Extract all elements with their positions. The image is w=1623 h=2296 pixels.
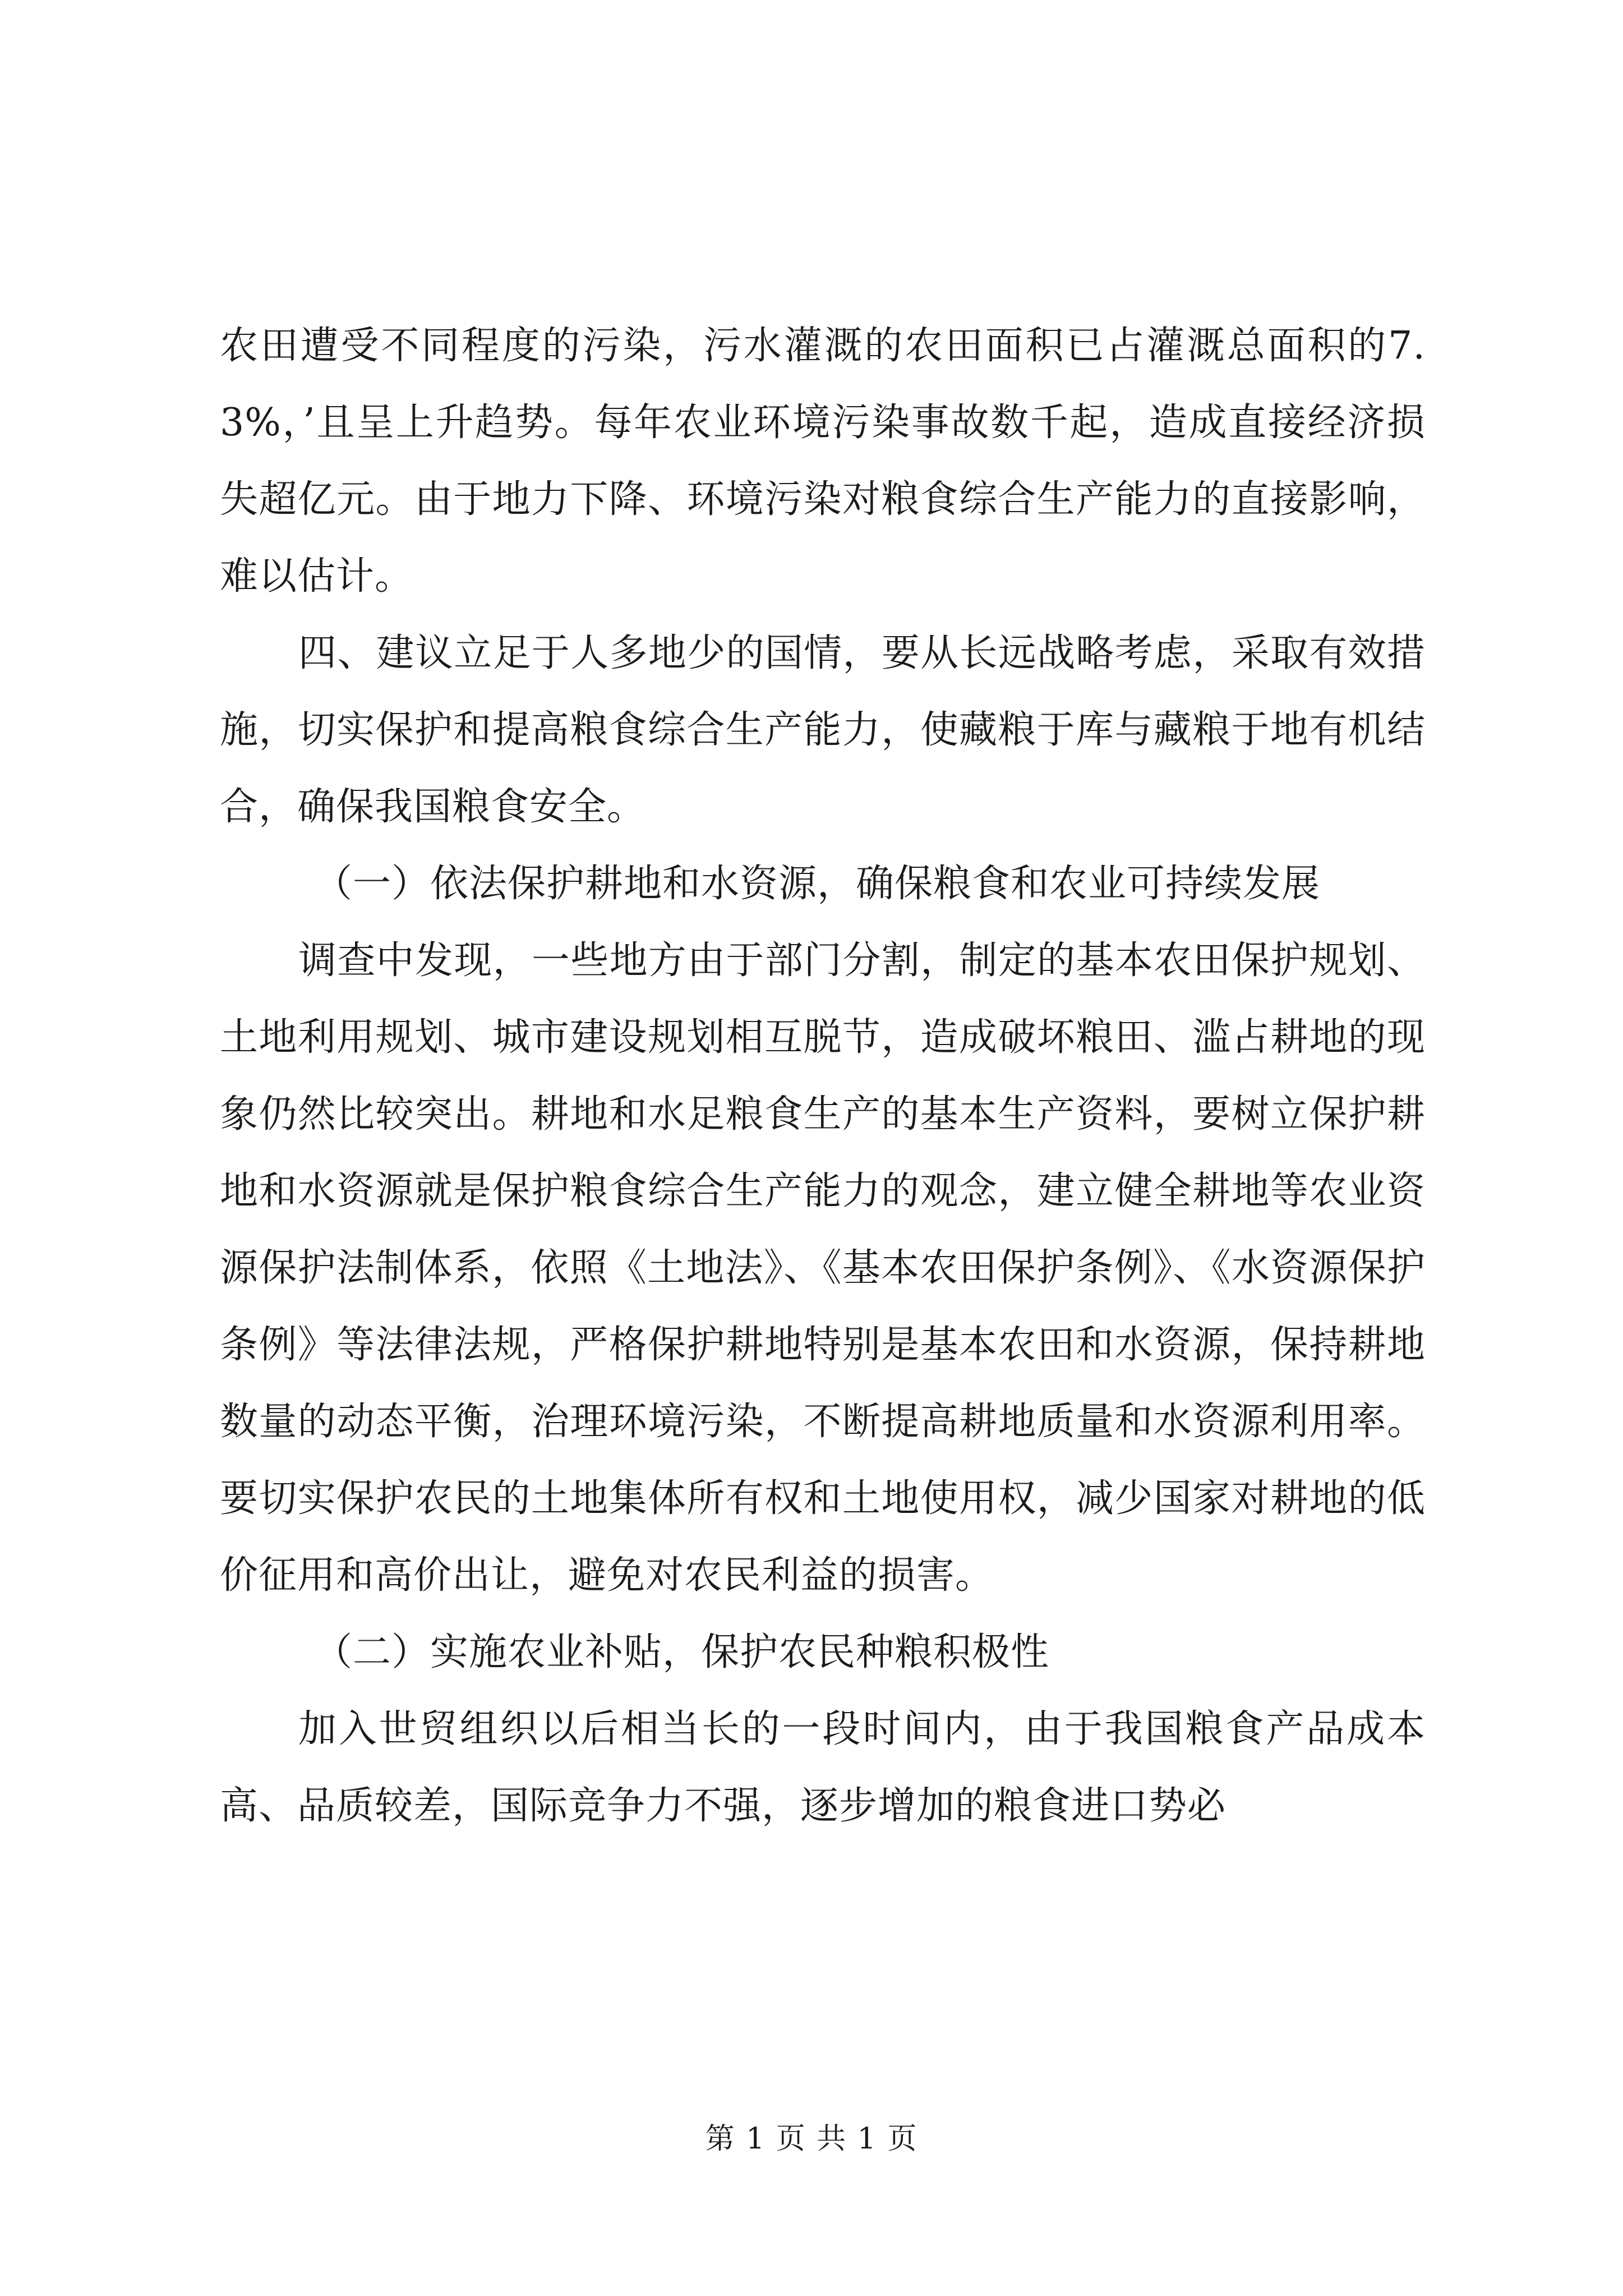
paragraph-wto-grain: 加入世贸组织以后相当长的一段时间内，由于我国粮食产品成本高、品质较差，国际竞争力不强，逐步增加的粮食进口势必 [220,1707,1426,1828]
page-footer: 第 1 页 共 1 页 [705,2122,918,2156]
paragraph-section-four: 四、建议立足于人多地少的国情，要从长远战略考虑，采取有效措施，切实保护和提高粮食综合生产能力，使藏粮于库与藏粮于地有机结合，确保我国粮食安全。 [220,631,1426,829]
subheading-protect-farmland: （一）依法保护耕地和水资源，确保粮食和农业可持续发展 [314,862,1321,906]
subheading-agricultural-subsidy: （二）实施农业补贴，保护农民种粮积极性 [314,1630,1050,1674]
paragraph-pollution-continuation: 农田遭受不同程度的污染，污水灌溉的农田面积已占灌溉总面积的7.3%，’且呈上升趋势。每年农业环境污染事故数千起，造成直接经济损失超亿元。由于地力下降、环境污染对粮食综合生产能力的直接影响，难以估计。 [220,324,1426,599]
paragraph-farmland-protection: 调查中发现，一些地方由于部门分割，制定的基本农田保护规划、土地利用规划、城市建设规划相互脱节，造成破坏粮田、滥占耕地的现象仍然比较突出。耕地和水足粮食生产的基本生产资料，要树立保护耕地和水资源就是保护粮食综合生产能力的观念，建立健全耕地等农业资源保护法制体系，依照《土地法》、《基本农田保护条例》、《水资源保护条例》等法律法规，严格保护耕地特别是基本农田和水资源，保持耕地数量的动态平衡，治理环境污染，不断提高耕地质量和水资源利用率。要切实保护农民的土地集体所有权和土地使用权，减少国家对耕地的低价征用和高价出让，避免对农民利益的损害。 [220,938,1426,1598]
document-body [220,307,1426,1844]
